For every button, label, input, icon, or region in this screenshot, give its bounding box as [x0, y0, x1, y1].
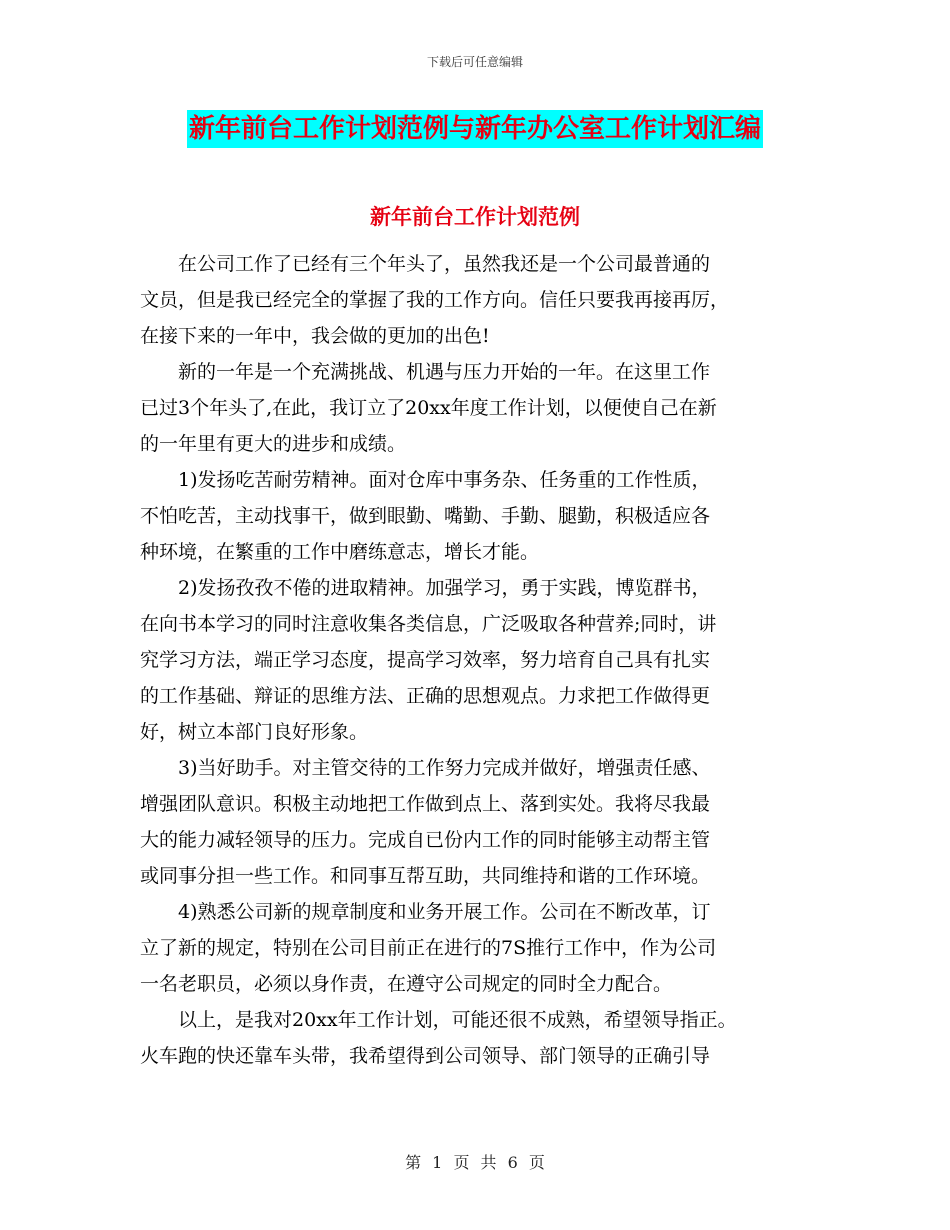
paragraph-line: 1)发扬吃苦耐劳精神。面对仓库中事务杂、任务重的工作性质， [178, 469, 711, 491]
paragraph-line: 种环境，在繁重的工作中磨练意志，增长才能。 [140, 541, 540, 563]
paragraph-line: 新的一年是一个充满挑战、机遇与压力开始的一年。在这里工作 [178, 361, 711, 383]
paragraph-line: 以上，是我对20xx年工作计划，可能还很不成熟，希望领导指正。 [178, 1009, 737, 1031]
paragraph-line: 3)当好助手。对主管交待的工作努力完成并做好，增强责任感、 [178, 757, 711, 779]
paragraph-line: 大的能力减轻领导的压力。完成自已份内工作的同时能够主动帮主管 [140, 829, 711, 851]
paragraph-line: 4)熟悉公司新的规章制度和业务开展工作。公司在不断改革，订 [178, 901, 711, 923]
page-number-footer: 第 1 页 共 6 页 [405, 1153, 545, 1172]
paragraph-line: 一名老职员，必须以身作责，在遵守公司规定的同时全力配合。 [140, 973, 673, 995]
paragraph-line: 2)发扬孜孜不倦的进取精神。加强学习，勇于实践，博览群书， [178, 577, 711, 599]
paragraph-line: 立了新的规定，特别在公司目前正在进行的7S推行工作中，作为公司 [140, 937, 717, 959]
paragraph-line: 火车跑的快还靠车头带，我希望得到公司领导、部门领导的正确引导 [140, 1045, 711, 1067]
paragraph-line: 在公司工作了已经有三个年头了，虽然我还是一个公司最普通的 [178, 253, 711, 275]
paragraph-line: 好，树立本部门良好形象。 [140, 721, 369, 743]
page-header-note: 下载后可任意编辑 [426, 55, 523, 69]
paragraph-line: 的工作基础、辩证的思维方法、正确的思想观点。力求把工作做得更 [140, 685, 711, 707]
document-title-container [0, 110, 950, 148]
paragraph-line: 的一年里有更大的进步和成绩。 [140, 433, 407, 455]
paragraph-line: 或同事分担一些工作。和同事互帮互助，共同维持和谐的工作环境。 [140, 865, 711, 887]
paragraph-line: 文员，但是我已经完全的掌握了我的工作方向。信任只要我再接再厉， [140, 289, 730, 311]
paragraph-line: 究学习方法，端正学习态度，提高学习效率，努力培育自己具有扎实 [140, 649, 711, 671]
paragraph-line: 不怕吃苦，主动找事干，做到眼勤、嘴勤、手勤、腿勤，积极适应各 [140, 505, 711, 527]
paragraph-line: 已过3个年头了,在此，我订立了20xx年度工作计划，以便使自己在新 [140, 397, 717, 419]
section-title: 新年前台工作计划范例 [370, 205, 580, 229]
paragraph-line: 在接下来的一年中，我会做的更加的出色! [140, 325, 490, 347]
paragraph-line: 在向书本学习的同时注意收集各类信息，广泛吸取各种营养;同时，讲 [140, 613, 717, 635]
paragraph-line: 增强团队意识。积极主动地把工作做到点上、落到实处。我将尽我最 [140, 793, 711, 815]
document-title: 新年前台工作计划范例与新年办公室工作计划汇编 [187, 110, 763, 148]
document-body [140, 246, 830, 1074]
